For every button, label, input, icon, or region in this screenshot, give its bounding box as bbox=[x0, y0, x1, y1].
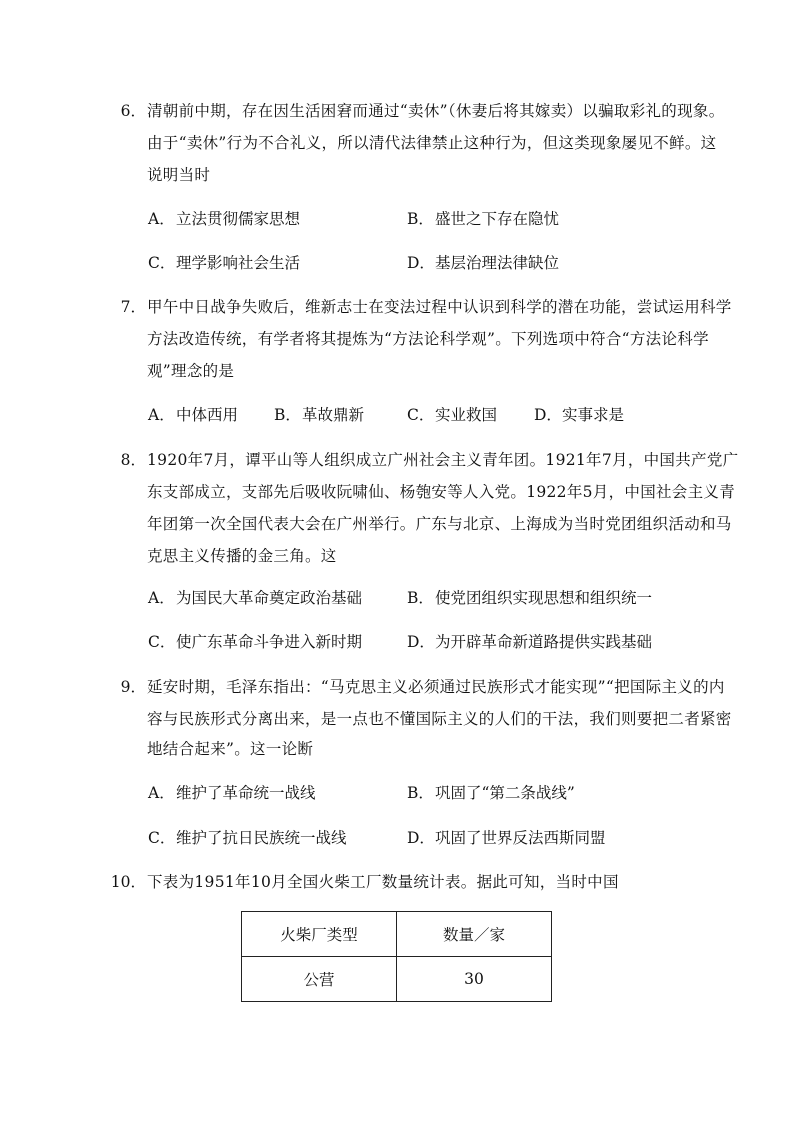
option-b: B．使党团组织实现思想和组织统一 bbox=[407, 589, 653, 607]
table-cell: 公营 bbox=[242, 957, 397, 1002]
option-a: A．维护了革命统一战线 bbox=[148, 784, 316, 802]
option-d: D．实事求是 bbox=[534, 406, 625, 424]
question-stem-line: 方法改造传统，有学者将其提炼为“方法论科学观”。下列选项中符合“方法论科学 bbox=[147, 330, 709, 348]
question-stem-line: 东支部成立，支部先后吸收阮啸仙、杨匏安等人入党。1922年5月，中国社会主义青 bbox=[147, 483, 736, 501]
option-a: A．为国民大革命奠定政治基础 bbox=[148, 589, 363, 607]
option-a: A．立法贯彻儒家思想 bbox=[148, 210, 301, 228]
question-stem-line: 克思主义传播的金三角。这 bbox=[147, 547, 337, 565]
question-stem-line: 容与民族形式分离出来，是一点也不懂国际主义的人们的干法，我们则要把二者紧密 bbox=[147, 710, 732, 728]
option-c: C．维护了抗日民族统一战线 bbox=[148, 829, 347, 847]
table-header-cell: 数量／家 bbox=[397, 912, 552, 957]
question-stem-line: 1920年7月，谭平山等人组织成立广州社会主义青年团。1921年7月，中国共产党广 bbox=[147, 451, 739, 469]
question-number: 9． bbox=[120, 678, 146, 696]
question-stem-line: 清朝前中期，存在因生活困窘而通过“卖休”（休妻后将其嫁卖）以骗取彩礼的现象。 bbox=[147, 102, 725, 120]
question-stem-line: 说明当时 bbox=[147, 166, 211, 184]
question-stem-line: 下表为1951年10月全国火柴工厂数量统计表。据此可知，当时中国 bbox=[147, 873, 619, 891]
table-row bbox=[242, 957, 552, 1002]
question-number: 8． bbox=[120, 451, 146, 469]
match-factory-table bbox=[241, 911, 552, 1002]
question-stem-line: 甲午中日战争失败后，维新志士在变法过程中认识到科学的潜在功能，尝试运用科学 bbox=[147, 298, 732, 316]
question-stem-line: 延安时期，毛泽东指出：“马克思主义必须通过民族形式才能实现”“把国际主义的内 bbox=[147, 678, 725, 696]
option-b: B．巩固了“第二条战线” bbox=[407, 784, 575, 802]
question-stem-line: 年团第一次全国代表大会在广州举行。广东与北京、上海成为当时党团组织活动和马 bbox=[147, 515, 732, 533]
question-number: 7． bbox=[120, 298, 146, 316]
option-b: B．革故鼎新 bbox=[274, 406, 365, 424]
question-number: 6． bbox=[120, 102, 146, 120]
table-header-row bbox=[242, 912, 552, 957]
question-stem-line: 观”理念的是 bbox=[147, 362, 235, 380]
question-number: 10． bbox=[110, 873, 146, 891]
table-header-cell: 火柴厂类型 bbox=[242, 912, 397, 957]
table-cell: 30 bbox=[397, 957, 552, 1002]
option-d: D．巩固了世界反法西斯同盟 bbox=[407, 829, 606, 847]
option-b: B．盛世之下存在隐忧 bbox=[407, 210, 560, 228]
option-a: A．中体西用 bbox=[148, 406, 239, 424]
question-stem-line: 地结合起来”。这一论断 bbox=[147, 740, 314, 758]
option-d: D．基层治理法律缺位 bbox=[407, 254, 560, 272]
question-stem-line: 由于“卖休”行为不合礼义，所以清代法律禁止这种行为，但这类现象屡见不鲜。这 bbox=[147, 134, 717, 152]
option-c: C．使广东革命斗争进入新时期 bbox=[148, 633, 363, 651]
option-c: C．实业救国 bbox=[407, 406, 498, 424]
option-c: C．理学影响社会生活 bbox=[148, 254, 301, 272]
option-d: D．为开辟革命新道路提供实践基础 bbox=[407, 633, 653, 651]
